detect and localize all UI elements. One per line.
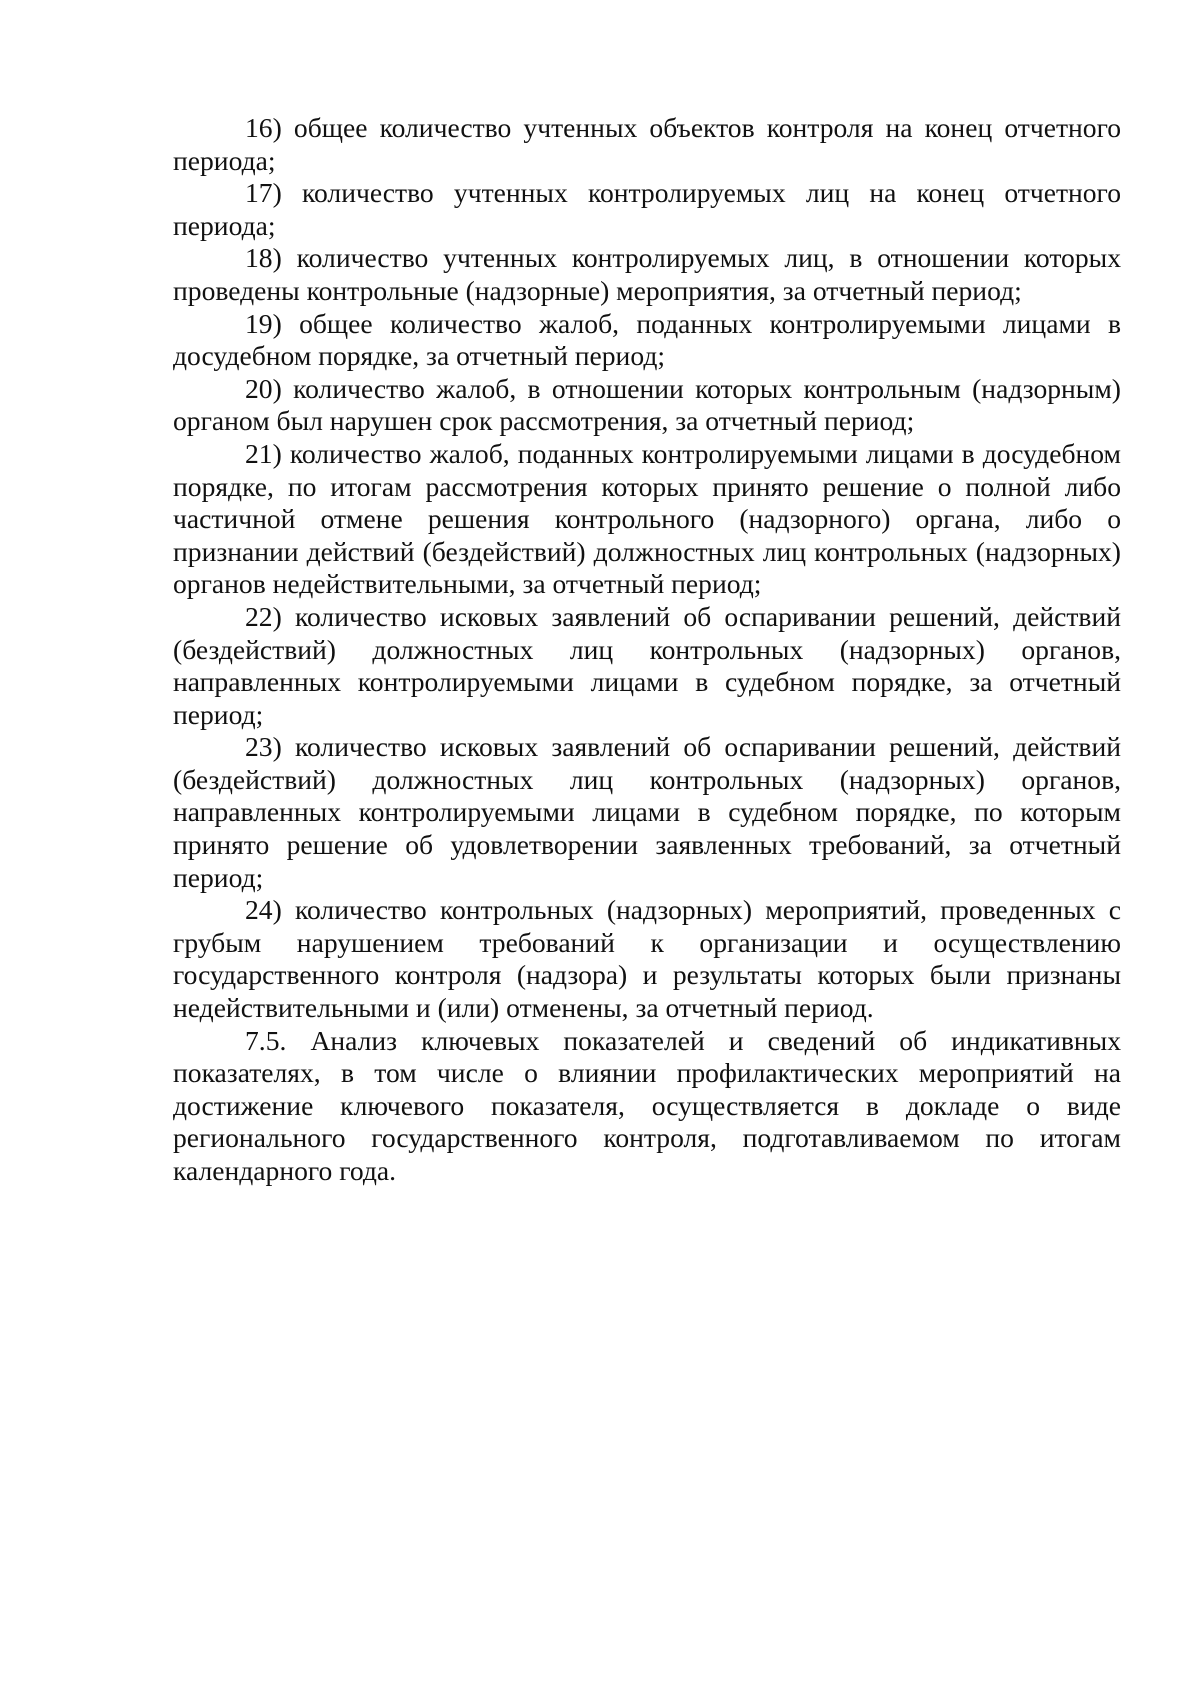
paragraph-item-19: 19) общее количество жалоб, поданных контролируемыми лицами в досудебном порядке, за отчетный период; — [173, 307, 1121, 372]
paragraph-section-7-5: 7.5. Анализ ключевых показателей и сведений об индикативных показателях, в том числе о влиянии профилактических мероприятий на достижение ключевого показателя, осуществляется в докладе о виде регионального государственного контроля, подготавливаемом по итогам календарного года. — [173, 1024, 1121, 1186]
paragraph-item-23: 23) количество исковых заявлений об оспаривании решений, действий (бездействий) должностных лиц контрольных (надзорных) органов, направленных контролируемыми лицами в судебном порядке, по которым принято решение об удовлетворении заявленных требований, за отчетный период; — [173, 731, 1121, 893]
paragraph-item-20: 20) количество жалоб, в отношении которых контрольным (надзорным) органом был нарушен срок рассмотрения, за отчетный период; — [173, 372, 1121, 437]
paragraph-item-22: 22) количество исковых заявлений об оспаривании решений, действий (бездействий) должностных лиц контрольных (надзорных) органов, направленных контролируемыми лицами в судебном порядке, за отчетный период; — [173, 600, 1121, 730]
paragraph-item-24: 24) количество контрольных (надзорных) мероприятий, проведенных с грубым нарушением требований к организации и осуществлению государственного контроля (надзора) и результаты которых были признаны недействительными и (или) отменены, за отчетный период. — [173, 894, 1121, 1024]
paragraph-item-21: 21) количество жалоб, поданных контролируемыми лицами в досудебном порядке, по итогам рассмотрения которых принято решение о полной либо частичной отмене решения контрольного (надзорного) органа, либо о признании действий (бездействий) должностных лиц контрольных (надзорных) органов недействительными, за отчетный период; — [173, 437, 1121, 600]
paragraph-item-16: 16) общее количество учтенных объектов контроля на конец отчетного периода; — [173, 112, 1121, 176]
document-body — [173, 112, 1121, 1188]
paragraph-item-17: 17) количество учтенных контролируемых лиц на конец отчетного периода; — [173, 177, 1121, 241]
paragraph-item-18: 18) количество учтенных контролируемых лиц, в отношении которых проведены контрольные (надзорные) мероприятия, за отчетный период; — [173, 242, 1121, 306]
